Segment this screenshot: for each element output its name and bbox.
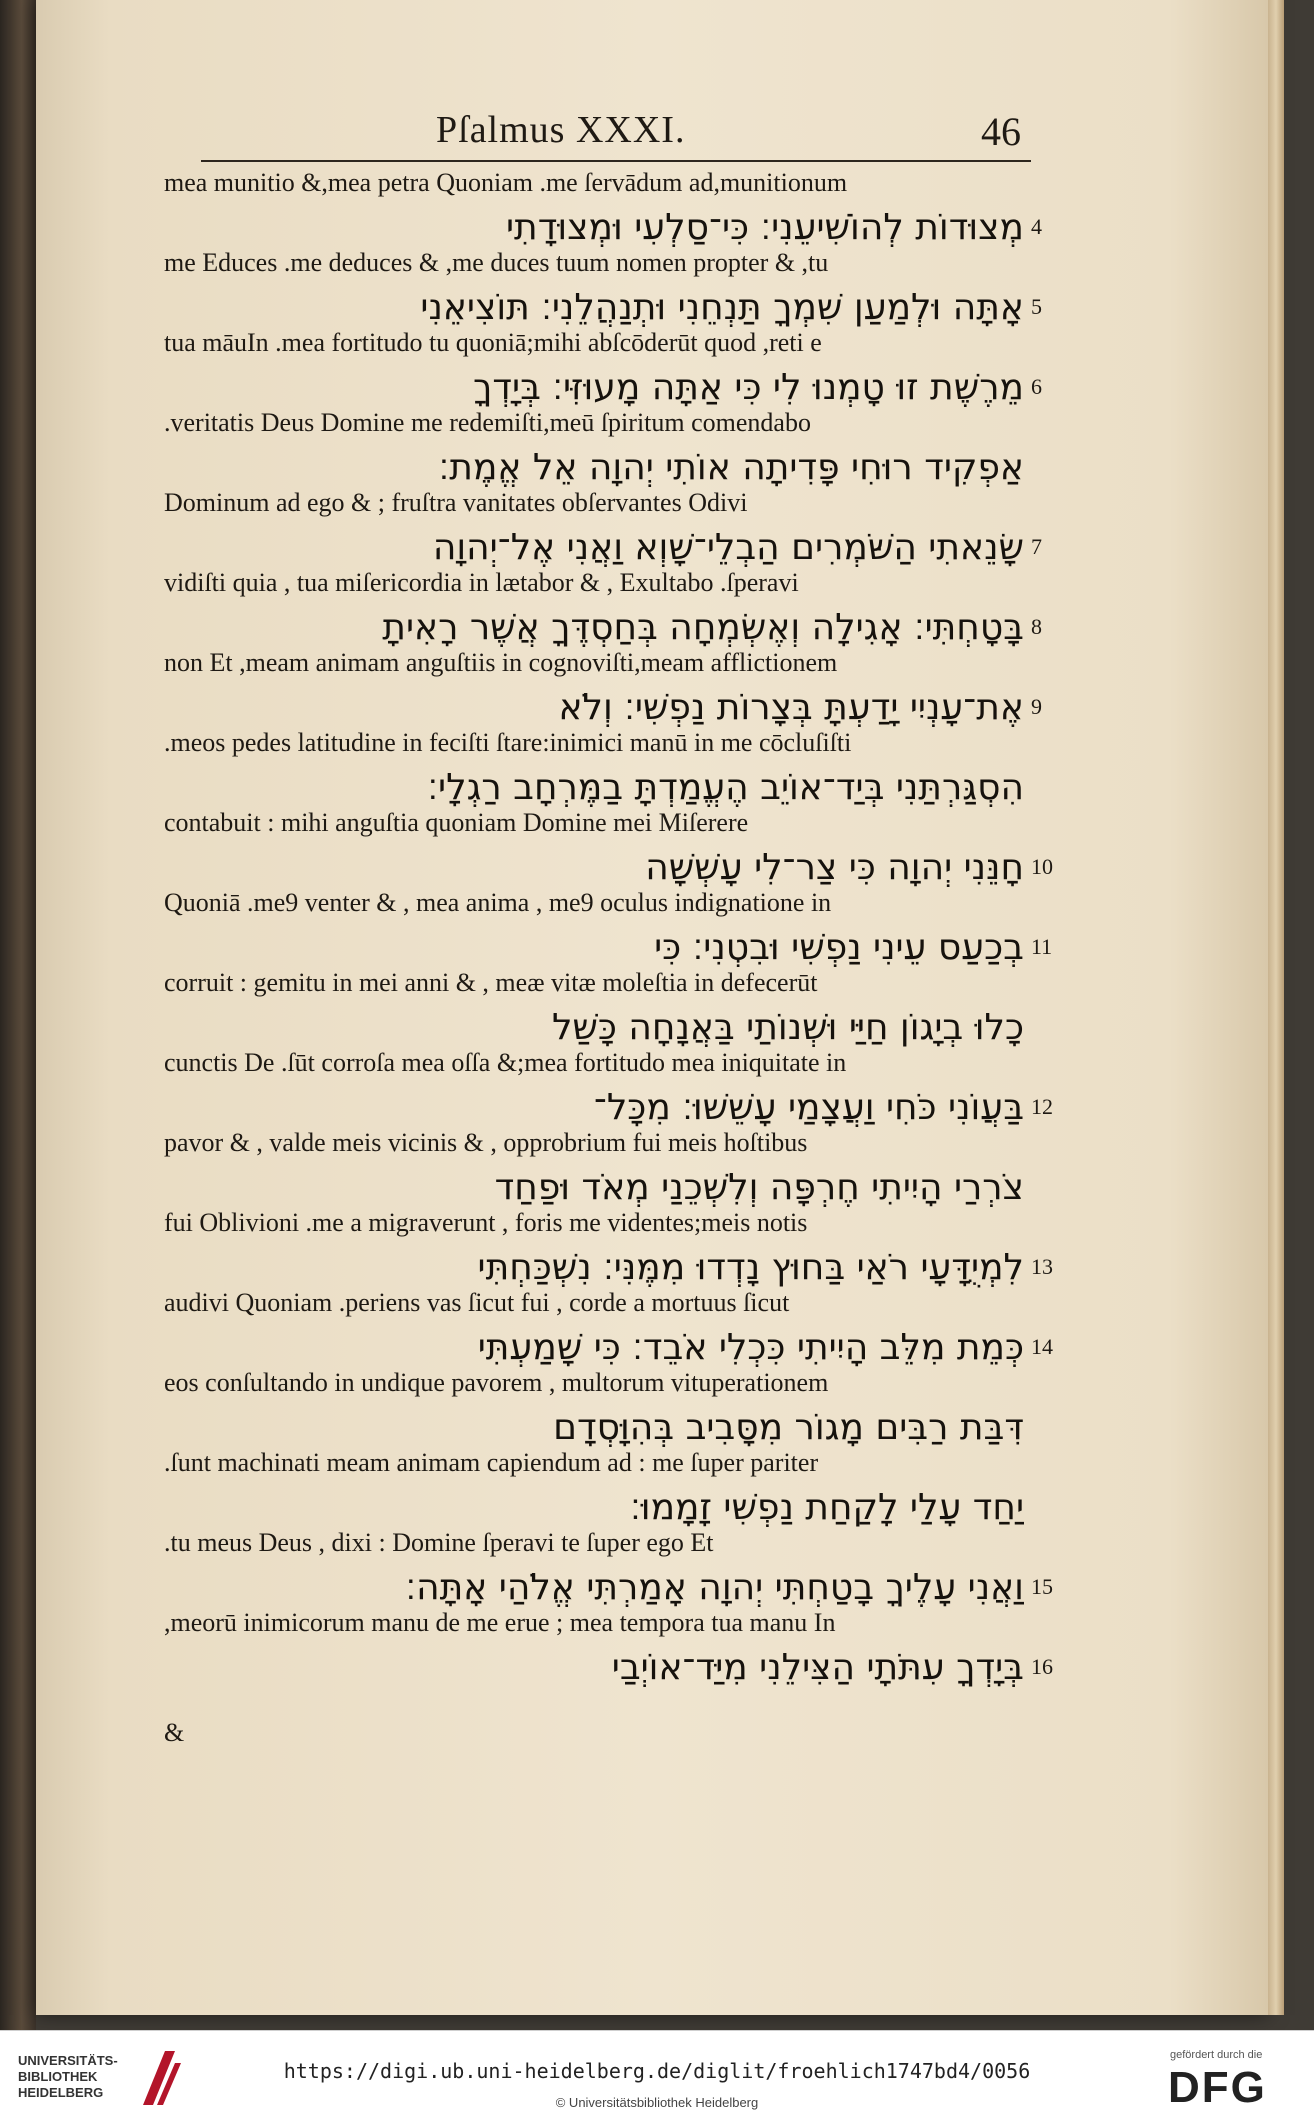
latin-line: cunctis De .ſūt corroſa mea oſſa &;mea fortitudo mea iniquitate in — [164, 1048, 847, 1077]
verse-number: 4 — [1031, 214, 1042, 239]
funding-note: gefördert durch die — [1170, 2049, 1263, 2061]
hebrew-line: חָנֵּנִי יְהוָה כִּי צַר־לִי עָשְׁשָׁה — [645, 847, 1024, 888]
viewer-footer — [0, 2030, 1314, 2126]
latin-line: corruit : gemitu in mei anni & , meæ vitæ moleſtia in defecerūt — [164, 968, 818, 997]
verse-number: 9 — [1031, 694, 1042, 719]
running-head: Pſalmus XXXI. — [436, 109, 686, 151]
latin-line: .tu meus Deus , dixi : Domine ſperavi te ſuper ego Et — [164, 1528, 714, 1557]
verse-number: 8 — [1031, 614, 1042, 639]
library-logo-text: UNIVERSITÄTS- BIBLIOTHEK HEIDELBERG — [18, 2053, 118, 2100]
verse-number: 10 — [1031, 854, 1053, 879]
catchword: & — [164, 1718, 185, 1747]
latin-line: me Educes .me deduces & ,me duces tuum nomen propter & ,tu — [164, 248, 829, 277]
latin-line: .veritatis Deus Domine me redemiſti,meū ſpiritum comendabo — [164, 408, 811, 437]
page-fore-edge — [1268, 0, 1284, 2015]
text-block — [36, 0, 1268, 2015]
latin-line: pavor & , valde meis vicinis & , opprobrium fui meis hoſtibus — [164, 1128, 808, 1157]
hebrew-line: וַאֲנִי עָלֶיךָ בָטַחְתִּי יְהוָה אָמַרְתִּי אֱלֹהַי אָתָּה׃ — [405, 1567, 1024, 1608]
latin-line: vidiſti quia , tua miſericordia in lætabor & , Exultabo .ſperavi — [164, 568, 799, 597]
hebrew-line: בַּעֲוֹנִי כֹּחִי וַעֲצָמַי עָשֵׁשׁוּ׃ מִכָּל־ — [593, 1087, 1024, 1128]
hebrew-line: אַפְקִיד רוּחִי פָּדִיתָה אוֹתִי יְהוָה אֵל אֱמֶת׃ — [438, 447, 1024, 488]
latin-line: tua māuIn .mea fortitudo tu quoniā;mihi abſcōderūt quod ,reti e — [164, 328, 822, 357]
hebrew-line: דִּבַּת רַבִּים מָגוֹר מִסָּבִיב בְּהִוָּסְדָם — [553, 1407, 1024, 1448]
verse-number: 11 — [1031, 934, 1053, 959]
hebrew-line: בָּטָחְתִּי׃ אָגִילָה וְאֶשְׂמְחָה בְּחַסְדֶּךָ אֲשֶׁר רָאִיתָ — [382, 607, 1024, 648]
hebrew-line: שָׂנֵאתִי הַשֹּׁמְרִים הַבְלֵי־שָׁוְא וַאֲנִי אֶל־יְהוָה — [432, 527, 1024, 568]
verse-number: 13 — [1031, 1254, 1053, 1279]
latin-line: Quoniā .me9 venter & , mea anima , me9 oculus indignatione in — [164, 888, 832, 917]
copyright-notice: © Universitätsbibliothek Heidelberg — [555, 2095, 759, 2110]
verse-number: 5 — [1031, 294, 1042, 319]
hebrew-line: בְכַעַס עֵינִי נַפְשִׁי וּבִטְנִי׃ כִּי — [654, 927, 1024, 968]
latin-line: .meos pedes latitudine in feciſti ſtare:inimici manū in me cōcluſiſti — [164, 728, 852, 757]
hebrew-line: מֵרֶשֶׁת זוּ טָמְנוּ לִי כִּי אַתָּה מָעוּזִּי׃ בְּיָדְךָ — [473, 367, 1024, 408]
permalink-url[interactable]: https://digi.ub.uni-heidelberg.de/diglit/froehlich1747bd4/0056 — [283, 2059, 1031, 2083]
dfg-logo: DFG — [1168, 2063, 1267, 2112]
latin-line: non Et ,meam animam anguſtiis in cognoviſti,meam afflictionem — [164, 648, 838, 677]
verse-number: 7 — [1031, 534, 1042, 559]
hebrew-line: כָלוּ בְיָגוֹן חַיַּי וּשְׁנוֹתַי בַּאֲנָחָה כָּשַׁל — [551, 1007, 1024, 1048]
verse-number: 14 — [1031, 1334, 1053, 1359]
hebrew-line: אָתָּה וּלְמַעַן שִׁמְךָ תַּנְחֵנִי וּתְנַהֲלֵנִי׃ תּוֹצִיאֵנִי — [420, 287, 1024, 328]
hebrew-line: צֹרְרַי הָיִיתִי חֶרְפָּה וְלִשְׁכֵנַי מְאֹד וּפַחַד — [494, 1167, 1024, 1208]
verse-number: 6 — [1031, 374, 1042, 399]
hebrew-line: כְּמֵת מִלֵּב הָיִיתִי כִּכְלִי אֹבֵד׃ כִּי שָׁמַעְתִּי — [477, 1327, 1024, 1368]
verse-number: 12 — [1031, 1094, 1053, 1119]
latin-line: eos conſultando in undique pavorem , multorum vituperationem — [164, 1368, 829, 1397]
hebrew-line: אֶת־עָנְיִי יָדַעְתָּ בְּצָרוֹת נַפְשִׁי׃ וְלֹא — [558, 687, 1024, 728]
hebrew-line: יַחַד עָלַי לָקַחַת נַפְשִׁי זָמָמוּ׃ — [630, 1487, 1024, 1528]
hebrew-line: בְּיָדְךָ עִתֹּתָי הַצִּילֵנִי מִיַּד־אוֹיְבַי — [611, 1647, 1024, 1688]
hebrew-line: מְצוּדוֹת לְהוֹשִׁיעֵנִי׃ כִּי־סַלְעִי וּמְצוּדָתִי — [505, 207, 1024, 248]
latin-line: audivi Quoniam .periens vas ſicut fui , corde a mortuus ſicut — [164, 1288, 790, 1317]
verse-number: 16 — [1031, 1654, 1053, 1679]
latin-line: ,meorū inimicorum manu de me erue ; mea tempora tua manu In — [164, 1608, 836, 1637]
book-spine-edge — [0, 0, 36, 2030]
hebrew-line: הִסְגַּרְתַּנִי בְּיַד־אוֹיֵב הֶעֱמַדְתָּ בַמֶּרְחָב רַגְלָי׃ — [427, 767, 1024, 808]
page-number: 46 — [981, 109, 1021, 154]
latin-line: Dominum ad ego & ; fruſtra vanitates obſervantes Odivi — [164, 488, 748, 517]
latin-line: mea munitio &,mea petra Quoniam .me ſervādum ad,munitionum — [164, 168, 848, 197]
latin-line: .ſunt machinati meam animam capiendum ad : me ſuper pariter — [164, 1448, 819, 1477]
verse-number: 15 — [1031, 1574, 1053, 1599]
latin-line: fui Oblivioni .me a migraverunt , foris me videntes;meis notis — [164, 1208, 808, 1237]
hebrew-line: לִמְיֻדָּעָי רֹאַי בַּחוּץ נָדְדוּ מִמֶּנִּי׃ נִשְׁכַּחְתִּי — [477, 1247, 1024, 1288]
latin-line: contabuit : mihi anguſtia quoniam Domine mei Miſerere — [164, 808, 749, 837]
book-page — [36, 0, 1268, 2015]
